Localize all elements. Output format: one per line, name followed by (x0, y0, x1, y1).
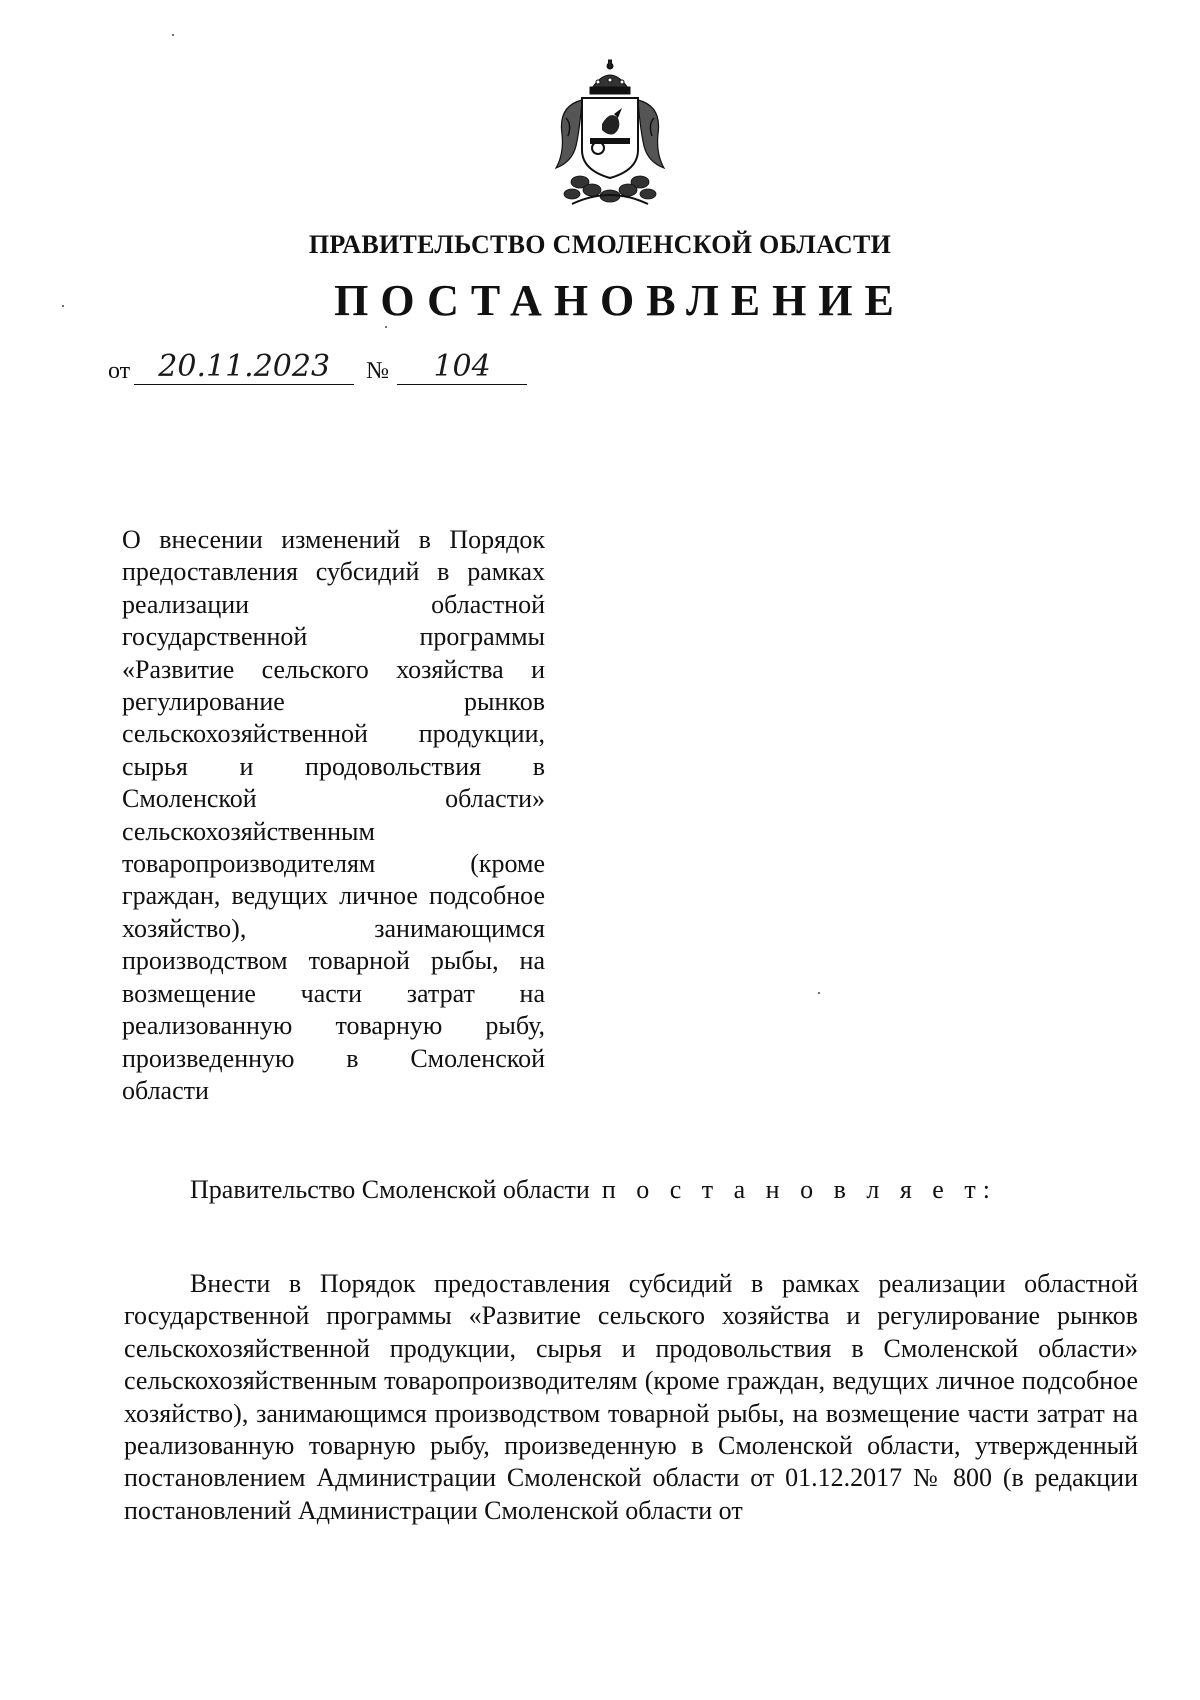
organization-name: ПРАВИТЕЛЬСТВО СМОЛЕНСКОЙ ОБЛАСТИ (308, 230, 892, 259)
document-body: Внести в Порядок предоставления субсидий в рамках реализации областной государственной программы «Развитие сельского хозяйства и регулирование рынков сельскохозяйственной продукции, сырья и продовольствия в Смоленской области» сельскохозяйственным товаропроизводителям (кроме граждан, ведущих личное подсобное хозяйство), занимающимся производством товарной рыбы, на возмещение части затрат на реализованную товарную рыбу, произведенную в Смоленской области, утвержденный постановлением Администрации Смоленской области от 01.12.2017 № 800 (в редакции постановлений Администрации Смоленской области от (124, 1269, 1138, 1525)
scan-speck (172, 34, 174, 36)
scan-speck (385, 326, 387, 328)
number-prefix: № (366, 358, 390, 384)
scan-speck (818, 992, 820, 994)
resolution-verb: п о с т а н о в л я е т: (601, 1175, 997, 1204)
registration-line (108, 350, 527, 386)
handwritten-number: 104 (397, 350, 527, 385)
date-prefix: от (108, 358, 131, 384)
resolution-line (190, 1175, 997, 1205)
resolution-subject: Правительство Смоленской области (190, 1175, 590, 1204)
smolensk-coat-of-arms-icon (552, 58, 668, 208)
document-type-title: ПОСТАНОВЛЕНИЕ (334, 276, 906, 325)
handwritten-date: 20.11.2023 (134, 350, 354, 385)
document-subject: О внесении изменений в Порядок предоставления субсидий в рамках реализации областной государственной программы «Развитие сельского хозяйства и регулирование рынков сельскохозяйственной продукции, сырья и продовольствия в Смоленской области» сельскохозяйственным товаропроизводителям (кроме граждан, ведущих личное подсобное хозяйство), занимающимся производством товарной рыбы, на возмещение части затрат на реализованную товарную рыбу, произведенную в Смоленской области (122, 525, 545, 1105)
